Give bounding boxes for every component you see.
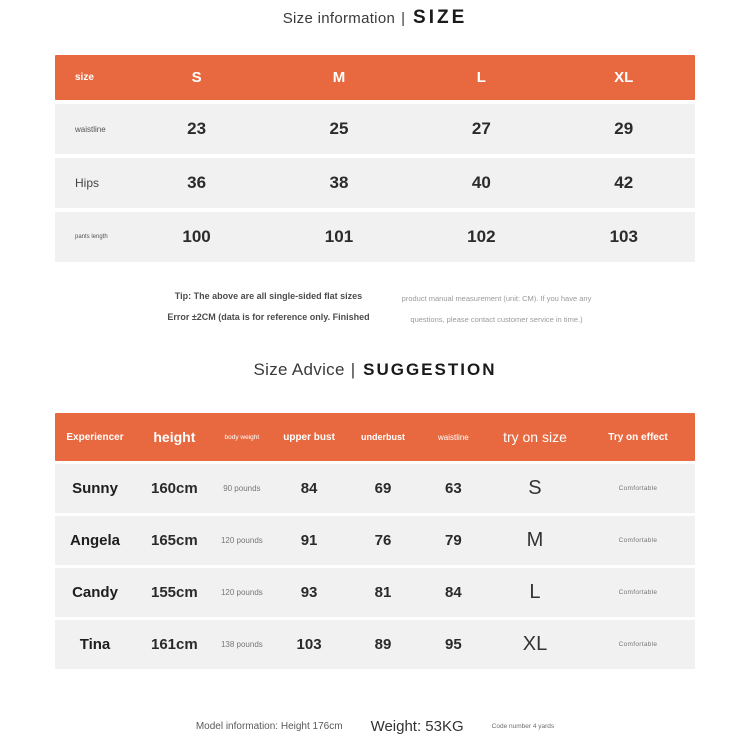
title-size-information: Size information xyxy=(282,10,396,27)
advice-table-value: Tina xyxy=(79,636,111,653)
size-table-value: 36 xyxy=(187,173,207,192)
advice-table-value: 63 xyxy=(445,480,462,497)
advice-table-value: 161cm xyxy=(151,636,198,653)
size-table-col-header: M xyxy=(332,69,346,86)
size-table-row-label: pants length xyxy=(75,234,108,240)
advice-table-col-header: upper bust xyxy=(283,431,335,443)
advice-table-value: Comfortable xyxy=(618,589,658,596)
advice-table-value: 160cm xyxy=(151,480,198,497)
advice-table-value: 138 pounds xyxy=(220,640,263,649)
size-table-value: 40 xyxy=(471,173,491,192)
advice-table-value: 90 pounds xyxy=(223,484,261,493)
tip-right-line2: questions, please contact customer service in time.) xyxy=(410,315,583,324)
size-table-value: 27 xyxy=(471,119,491,138)
size-table xyxy=(55,55,695,262)
advice-table-value: 91 xyxy=(300,532,318,549)
size-table-row xyxy=(55,104,695,154)
size-table-row-label: Hips xyxy=(75,176,100,190)
size-table-row-label: waistline xyxy=(75,124,106,134)
title-suggestion: SUGGESTION xyxy=(363,360,497,379)
advice-table-value: Angela xyxy=(69,532,120,549)
model-code-text: Code number 4 yards xyxy=(491,723,555,730)
advice-table-col-header: Try on effect xyxy=(608,431,668,443)
advice-table-value: 120 pounds xyxy=(220,536,263,545)
advice-table-value: 93 xyxy=(300,584,318,601)
size-table-col-header: S xyxy=(191,69,202,86)
title-size: SIZE xyxy=(413,7,468,28)
advice-table-value: M xyxy=(526,529,544,551)
advice-table-value: 69 xyxy=(374,480,392,497)
size-table-value: 29 xyxy=(614,119,634,138)
advice-table-value: 76 xyxy=(374,532,392,549)
advice-table-value: L xyxy=(529,581,541,603)
advice-table-value: 81 xyxy=(374,584,392,601)
advice-table-value: 103 xyxy=(296,636,322,653)
tip-text-right xyxy=(399,286,594,330)
advice-table-value: 84 xyxy=(445,584,462,601)
tip-left-line1: Tip: The above are all single-sided flat sizes xyxy=(174,291,363,301)
size-table-col-header: XL xyxy=(614,69,634,86)
advice-table-value: 95 xyxy=(445,636,462,653)
advice-table-row xyxy=(55,516,695,565)
size-table-value: 42 xyxy=(614,173,634,192)
size-table-value: 103 xyxy=(609,227,638,246)
title-size-advice: Size Advice xyxy=(253,360,345,379)
size-table-value: 25 xyxy=(329,119,349,138)
advice-table-header xyxy=(55,413,695,461)
tip-right-line1: product manual measurement (unit: CM). If you have any xyxy=(401,294,592,303)
advice-table-value: 165cm xyxy=(151,532,198,549)
advice-table-col-header: waistline xyxy=(438,432,469,442)
size-table-value: 100 xyxy=(182,227,211,246)
tip-block xyxy=(0,286,750,330)
model-weight-text: Weight: 53KG xyxy=(370,718,464,735)
advice-table-value: 120 pounds xyxy=(220,588,263,597)
title-divider: | xyxy=(401,10,406,27)
size-table-row xyxy=(55,158,695,208)
tip-left-line2: Error ±2CM (data is for reference only. Finished xyxy=(167,312,370,322)
size-table-row xyxy=(55,212,695,262)
model-info-text: Model information: Height 176cm xyxy=(195,721,343,732)
advice-table-value: Sunny xyxy=(72,480,118,497)
advice-table-value: XL xyxy=(522,633,548,655)
advice-table-value: Comfortable xyxy=(618,641,658,648)
advice-table-row xyxy=(55,568,695,617)
advice-table-value: S xyxy=(528,477,542,499)
advice-table-value: 84 xyxy=(300,480,318,497)
size-table-value: 101 xyxy=(324,227,354,246)
advice-table-row xyxy=(55,464,695,513)
advice-table xyxy=(55,413,695,669)
tip-text-left xyxy=(156,286,381,330)
size-information-title xyxy=(0,7,750,29)
size-table-value: 23 xyxy=(187,119,207,138)
size-table-header xyxy=(55,55,695,100)
advice-table-value: 89 xyxy=(374,636,392,653)
size-table-value: 102 xyxy=(467,227,496,246)
size-table-corner-header: size xyxy=(75,72,94,83)
advice-table-value: Comfortable xyxy=(618,537,658,544)
advice-table-col-header: try on size xyxy=(503,429,567,445)
advice-table-row xyxy=(55,620,695,669)
size-table-value: 38 xyxy=(329,173,349,192)
advice-table-value: Comfortable xyxy=(618,485,658,492)
size-table-body xyxy=(55,104,695,262)
title-divider-2: | xyxy=(350,360,356,379)
advice-table-value: 79 xyxy=(445,532,462,549)
advice-table-body xyxy=(55,464,695,669)
advice-table-value: Candy xyxy=(72,584,118,601)
advice-table-col-header: body weight xyxy=(224,433,260,441)
advice-table-col-header: Experiencer xyxy=(66,431,124,443)
advice-table-col-header: height xyxy=(153,429,196,445)
model-info-footer xyxy=(0,718,750,735)
advice-table-col-header: underbust xyxy=(360,432,405,442)
size-advice-title xyxy=(0,360,750,380)
size-table-col-header: L xyxy=(476,69,486,86)
advice-table-value: 155cm xyxy=(151,584,198,601)
